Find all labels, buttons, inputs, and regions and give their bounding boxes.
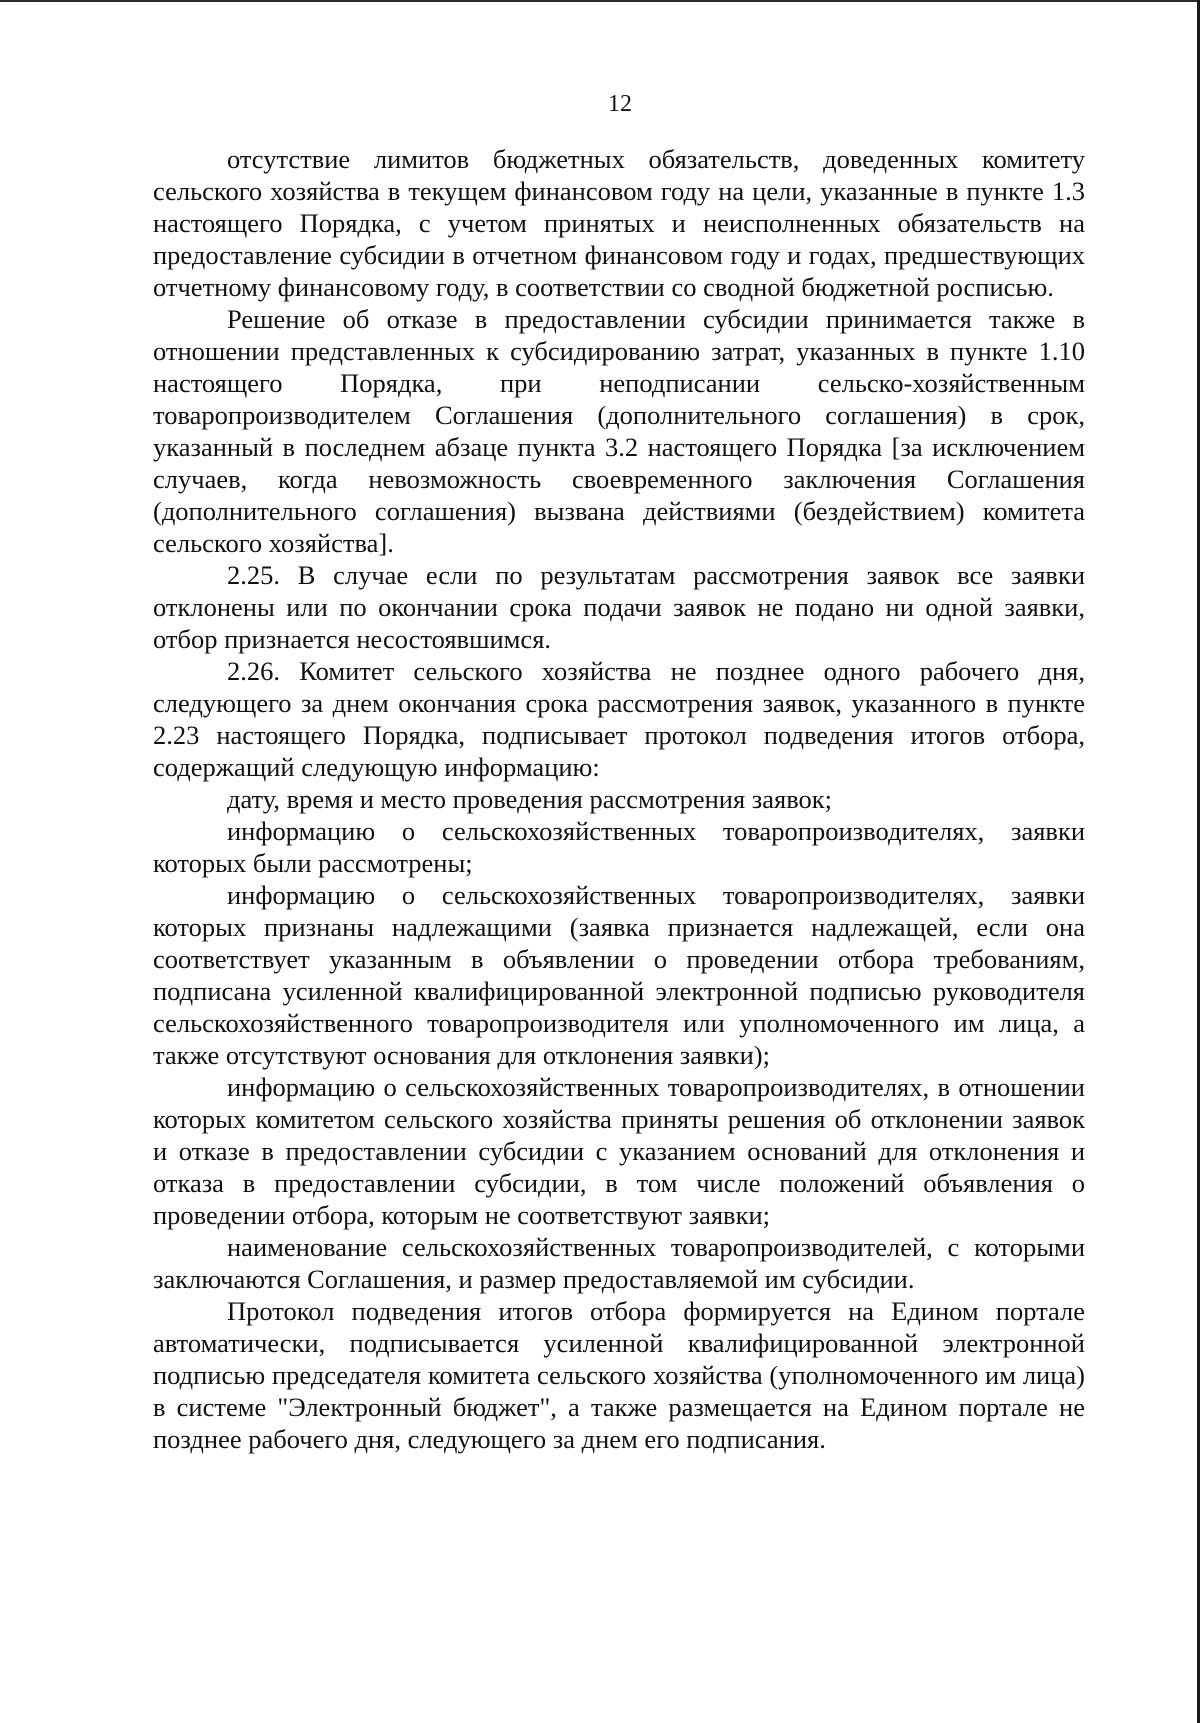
list-item-proper-applications: информацию о сельскохозяйственных товаропроизводителях, заявки которых признаны надлежащими (заявка признается надлежащей, если она соответствует указанным в объявлении о проведении отбора требованиям, подписана усиленной квалифицированной электронной подписью руководителя сельскохозяйственного товаропроизводителя или уполномоченного им лица, а также отсутствуют основания для отклонения заявки); [153, 880, 1085, 1070]
list-item-rejected-applications: информацию о сельскохозяйственных товаропроизводителях, в отношении которых комитетом сельского хозяйства приняты решения об отклонении заявок и отказе в предоставлении субсидии с указанием оснований для отклонения и отказа в предоставлении субсидии, в том числе положений объявления о проведении отбора, которым не соответствуют заявки; [153, 1072, 1085, 1230]
list-item-agreement-recipients: наименование сельскохозяйственных товаропроизводителей, с которыми заключаются Соглашения, и размер предоставляемой им субсидии. [153, 1232, 1085, 1294]
list-item-reviewed-applicants: информацию о сельскохозяйственных товаропроизводителях, заявки которых были рассмотрены; [153, 816, 1085, 878]
paragraph-2-26: 2.26. Комитет сельского хозяйства не позднее одного рабочего дня, следующего за днем окончания срока рассмотрения заявок, указанного в пункте 2.23 настоящего Порядка, подписывает протокол подведения итогов отбора, содержащий следующую информацию: [153, 656, 1085, 782]
paragraph-budget-limits: отсутствие лимитов бюджетных обязательств, доведенных комитету сельского хозяйства в текущем финансовом году на цели, указанные в пункте 1.3 настоящего Порядка, с учетом принятых и неисполненных обязательств на предоставление субсидии в отчетном финансовом году и годах, предшествующих отчетному финансовому году, в соответствии со сводной бюджетной росписью. [153, 144, 1085, 302]
scan-edge-top [0, 0, 1200, 2]
paragraph-protocol-publication: Протокол подведения итогов отбора формируется на Едином портале автоматически, подписывается усиленной квалифицированной электронной подписью председателя комитета сельского хозяйства (уполномоченного им лица) в системе "Электронный бюджет", а также размещается на Едином портале не позднее рабочего дня, следующего за днем его подписания. [153, 1296, 1085, 1454]
document-body [153, 143, 1085, 1455]
page-number: 12 [608, 91, 632, 117]
paragraph-refusal-decision: Решение об отказе в предоставлении субсидии принимается также в отношении представленных к субсидированию затрат, указанных в пункте 1.10 настоящего Порядка, при неподписании сельско-хозяйственным товаропроизводителем Соглашения (дополнительного соглашения) в срок, указанный в последнем абзаце пункта 3.2 настоящего Порядка [за исключением случаев, когда невозможность своевременного заключения Соглашения (дополнительного соглашения) вызвана действиями (бездействием) комитета сельского хозяйства]. [153, 304, 1085, 558]
paragraph-2-25: 2.25. В случае если по результатам рассмотрения заявок все заявки отклонены или по окончании срока подачи заявок не подано ни одной заявки, отбор признается несостоявшимся. [153, 560, 1085, 654]
list-item-date-time-place: дату, время и место проведения рассмотрения заявок; [227, 784, 833, 814]
